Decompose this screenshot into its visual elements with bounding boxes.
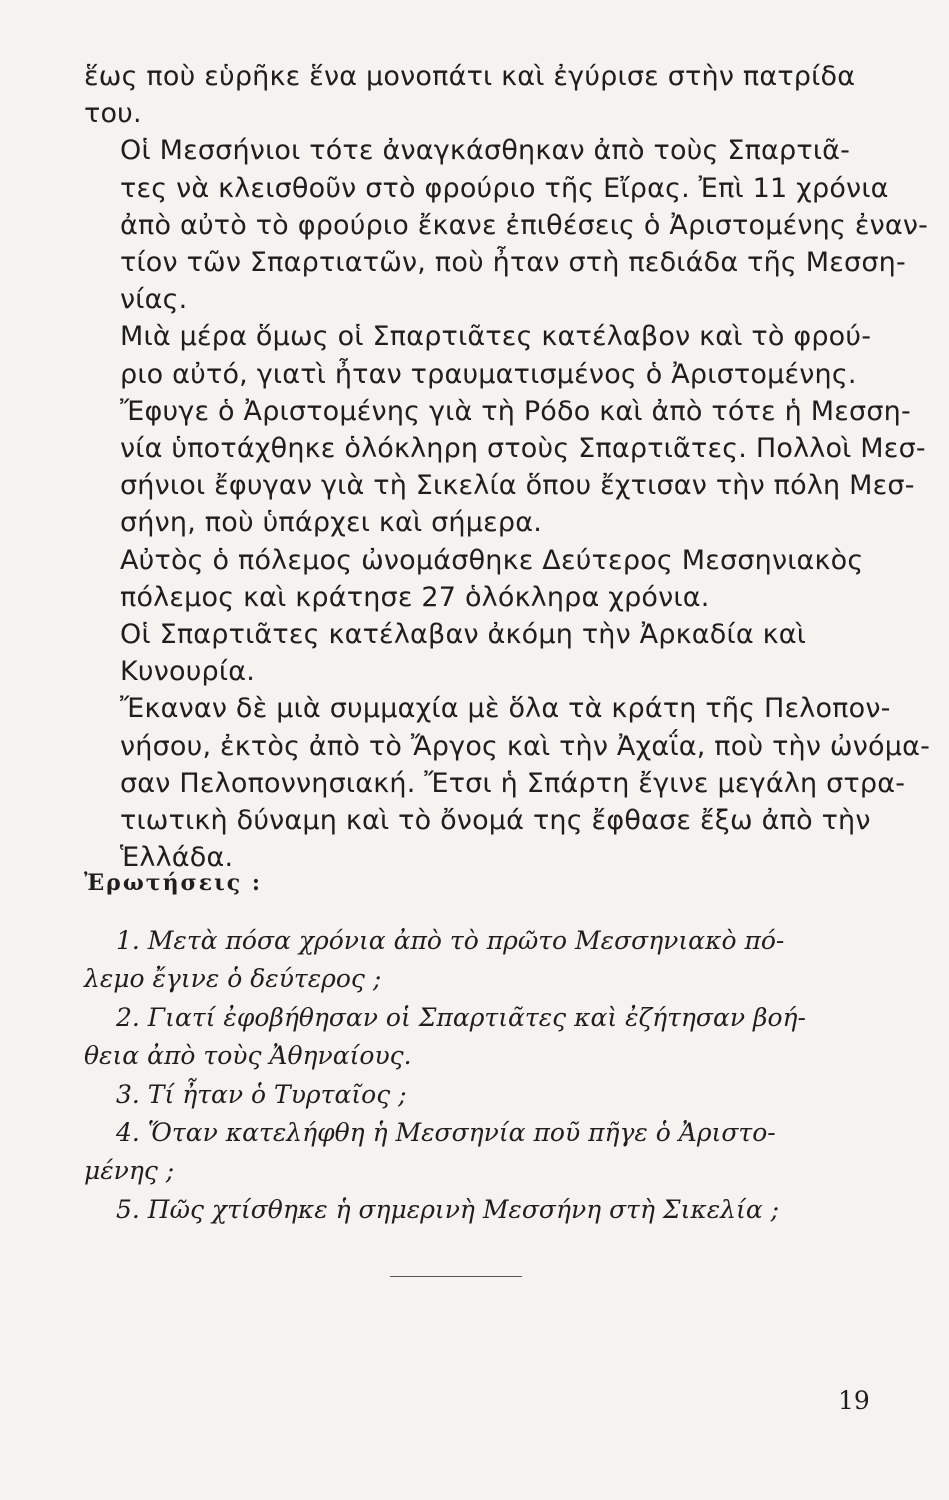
question-line: 1. Μετὰ πόσα χρόνια ἀπὸ τὸ πρῶτο Μεσσηνιακὸ πό- [116,926,785,955]
question-line: μένης ; [84,1156,175,1186]
text-line: τίον τῶν Σπαρτιατῶν, ποὺ ἦταν στὴ πεδιάδα τῆς Μεσση- [120,247,906,279]
text-line: Οἱ Σπαρτιᾶτες κατέλαβαν ἀκόμη τὴν Ἀρκαδία καὶ [120,619,807,651]
text-line: ἀπὸ αὐτὸ τὸ φρούριο ἔκανε ἐπιθέσεις ὁ Ἀριστομένης ἐναν- [120,209,929,241]
text-line: Ἔκαναν δὲ μιὰ συμμαχία μὲ ὅλα τὰ κράτη τῆς Πελοπον- [120,693,891,725]
paragraph [84,542,874,616]
text-line: Αὐτὸς ὁ πόλεμος ὠνομάσθηκε Δεύτερος Μεσσηνιακὸς [120,544,864,576]
text-line: νήσου, ἐκτὸς ἀπὸ τὸ Ἄργος καὶ τὴν Ἀχαΐα, ποὺ τὴν ὠνόμα- [120,730,931,762]
page-number: 19 [838,1386,870,1415]
questions-heading: Ἐρωτήσεις : [84,870,262,896]
section-divider [390,1276,522,1277]
text-line: σήνη, ποὺ ὑπάρχει καὶ σήμερα. [120,507,543,539]
paragraph [84,58,874,132]
text-line: σήνιοι ἔφυγαν γιὰ τὴ Σικελία ὅπου ἔχτισαν τὴν πόλη Μεσ- [120,470,915,502]
question-item [84,922,874,999]
text-line: πόλεμος καὶ κράτησε 27 ὁλόκληρα χρόνια. [120,581,710,613]
text-line: Ἑλλάδα. [120,842,234,874]
text-line: σαν Πελοποννησιακή. Ἔτσι ἡ Σπάρτη ἔγινε μεγάλη στρα- [120,767,906,799]
question-line: θεια ἀπὸ τοὺς Ἀθηναίους. [84,1041,412,1071]
question-item [84,1076,874,1114]
body-text [84,58,931,876]
paragraph [84,132,929,318]
question-item [84,999,874,1076]
paragraph [84,690,931,876]
question-line: 3. Τί ἦταν ὁ Τυρταῖος ; [116,1079,407,1109]
question-line: 2. Γιατί ἐφοβήθησαν οἱ Σπαρτιᾶτες καὶ ἐζήτησαν βοή- [116,1002,806,1032]
question-item [84,1191,874,1229]
text-line: Κυνουρία. [120,656,256,688]
question-line: 5. Πῶς χτίσθηκε ἡ σημερινὴ Μεσσήνη στὴ Σικελία ; [116,1194,780,1224]
paragraph [84,616,874,690]
text-line: νία ὑποτάχθηκε ὁλόκληρη στοὺς Σπαρτιᾶτες. Πολλοὶ Μεσ- [120,433,926,465]
text-line: νίας. [120,284,188,316]
text-line: τες νὰ κλεισθοῦν στὸ φρούριο τῆς Εἴρας. Ἐπὶ 11 χρόνια [120,172,889,204]
text-line: του. [84,98,142,130]
text-line: ριο αὐτό, γιατὶ ἦταν τραυματισμένος ὁ Ἀριστομένης. [120,358,857,390]
text-line: τιωτικὴ δύναμη καὶ τὸ ὄνομά της ἔφθασε ἔξω ἀπὸ τὴν [120,805,871,837]
questions-list [84,922,874,1229]
question-line: λεμο ἔγινε ὁ δεύτερος ; [84,964,382,994]
question-line: 4. Ὅταν κατελήφθη ἡ Μεσσηνία ποῦ πῆγε ὁ Ἀριστο- [116,1118,776,1148]
text-line: ἕως ποὺ εὑρῆκε ἕνα μονοπάτι καὶ ἐγύρισε στὴν πατρίδα [84,61,856,92]
paragraph [84,318,926,541]
text-line: Οἱ Μεσσήνιοι τότε ἀναγκάσθηκαν ἀπὸ τοὺς Σπαρτιᾶ- [120,135,851,167]
question-item [84,1114,874,1191]
text-line: Ἔφυγε ὁ Ἀριστομένης γιὰ τὴ Ρόδο καὶ ἀπὸ τότε ἡ Μεσση- [120,395,911,427]
text-line: Μιὰ μέρα ὅμως οἱ Σπαρτιᾶτες κατέλαβον καὶ τὸ φρού- [120,321,872,353]
